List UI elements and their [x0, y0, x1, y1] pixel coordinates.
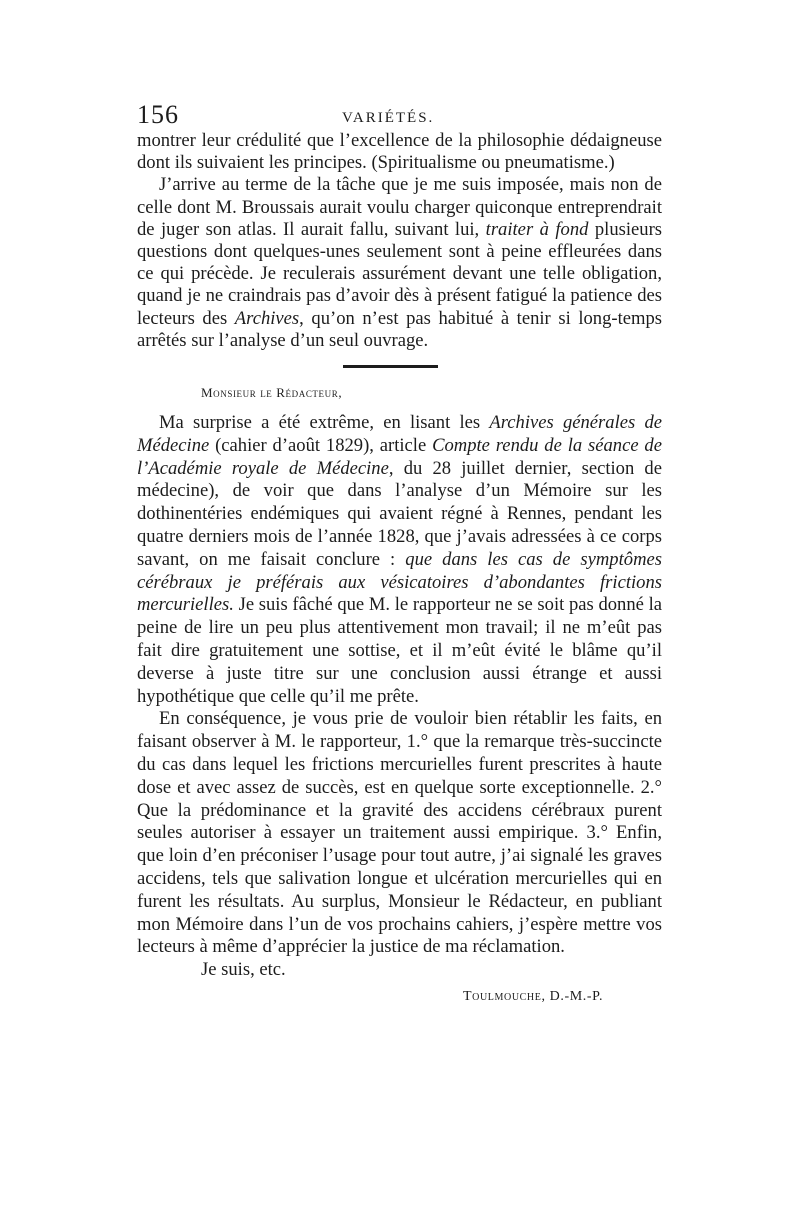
- article-ending: [137, 130, 662, 352]
- page-number: 156: [137, 100, 179, 129]
- salutation: Monsieur le Rédacteur,: [201, 385, 343, 400]
- letter-to-editor: [137, 382, 662, 1008]
- running-head: VARIÉTÉS.: [342, 110, 435, 126]
- article-paragraph-2: J’arrive au terme de la tâche que je me suis imposée, mais non de celle dont M. Broussais aurait voulu charger quiconque entreprendrait de juger son atlas. Il aurait fallu, suivant lui, traiter à fond plusieurs questions dont quelques-unes seulement sont à peine effleurées dans ce qui précède. Je reculerais assurément devant une telle obligation, quand je ne craindrais pas d’avoir dès à présent fatigué la patience des lecteurs des Archives, qu’on n’est pas habitué à tenir si long-temps arrêtés sur l’analyse d’un seul ouvrage.: [137, 174, 662, 351]
- journal-title: Archives générales de Médecine: [137, 412, 662, 456]
- page-header: [137, 100, 662, 130]
- article-title: Compte rendu de la séance de l’Académie royale de Médecine: [137, 434, 662, 479]
- closing: Je suis, etc.: [201, 959, 286, 981]
- emphasis-text: traiter à fond: [485, 218, 589, 240]
- letter-paragraph-1: Ma surprise a été extrême, en lisant les Archives générales de Médecine (cahier d’août 1829), article Compte rendu de la séance de l’Académie royale de Médecine, du 28 juillet dernier, section de médecine), de voir que dans l’analyse d’un Mémoire sur les dothinentéries endémiques qui avaient régné à Rennes, pendant les quatre derniers mois de l’année 1828, que j’avais adressées à ce corps savant, on me faisait conclure : que dans les cas de symptômes cérébraux je préférais aux vésicatoires d’abondantes frictions mercurielles. Je suis fâché que M. le rapporteur ne se soit pas donné la peine de lire un peu plus attentivement mon travail; il ne m’eût pas fait dire gratuitement une sottise, et il m’eût évité le blâme qu’il deverse à juste titre sur une conclusion aussi étrange et aussi hypothétique que celle qu’il me prête.: [137, 412, 662, 707]
- letter-paragraph-2: En conséquence, je vous prie de vouloir bien rétablir les faits, en faisant observer à M. le rapporteur, 1.° que la remarque très-succincte du cas dans lequel les frictions mercurielles furent prescrites à haute dose et avec assez de succès, est en quelque sorte exceptionnelle. 2.° Que la prédominance et la gravité des accidens cérébraux purent seules autoriser à essayer un traitement aussi empirique. 3.° Enfin, que loin d’en préconiser l’usage pour tout autre, j’ai signalé les graves accidens, tels que salivation longue et ulcération mercurielles qui en furent les résultats. Au surplus, Monsieur le Rédacteur, en publiant mon Mémoire dans l’un de vos prochains cahiers, j’espère mettre vos lecteurs à même d’apprécier la justice de ma réclamation.: [137, 708, 662, 958]
- section-divider: [343, 365, 438, 368]
- article-paragraph-1: montrer leur crédulité que l’excellence de la philosophie dédaigneuse dont ils suivaient les principes. (Spiritualisme ou pneumatisme.): [137, 130, 662, 174]
- journal-title: Archives: [234, 307, 300, 329]
- signature: Toulmouche, D.-M.-P.: [463, 988, 604, 1004]
- quoted-conclusion: que dans les cas de symptômes cérébraux je préférais aux vésicatoires d’abondantes frictions mercurielles.: [137, 548, 662, 616]
